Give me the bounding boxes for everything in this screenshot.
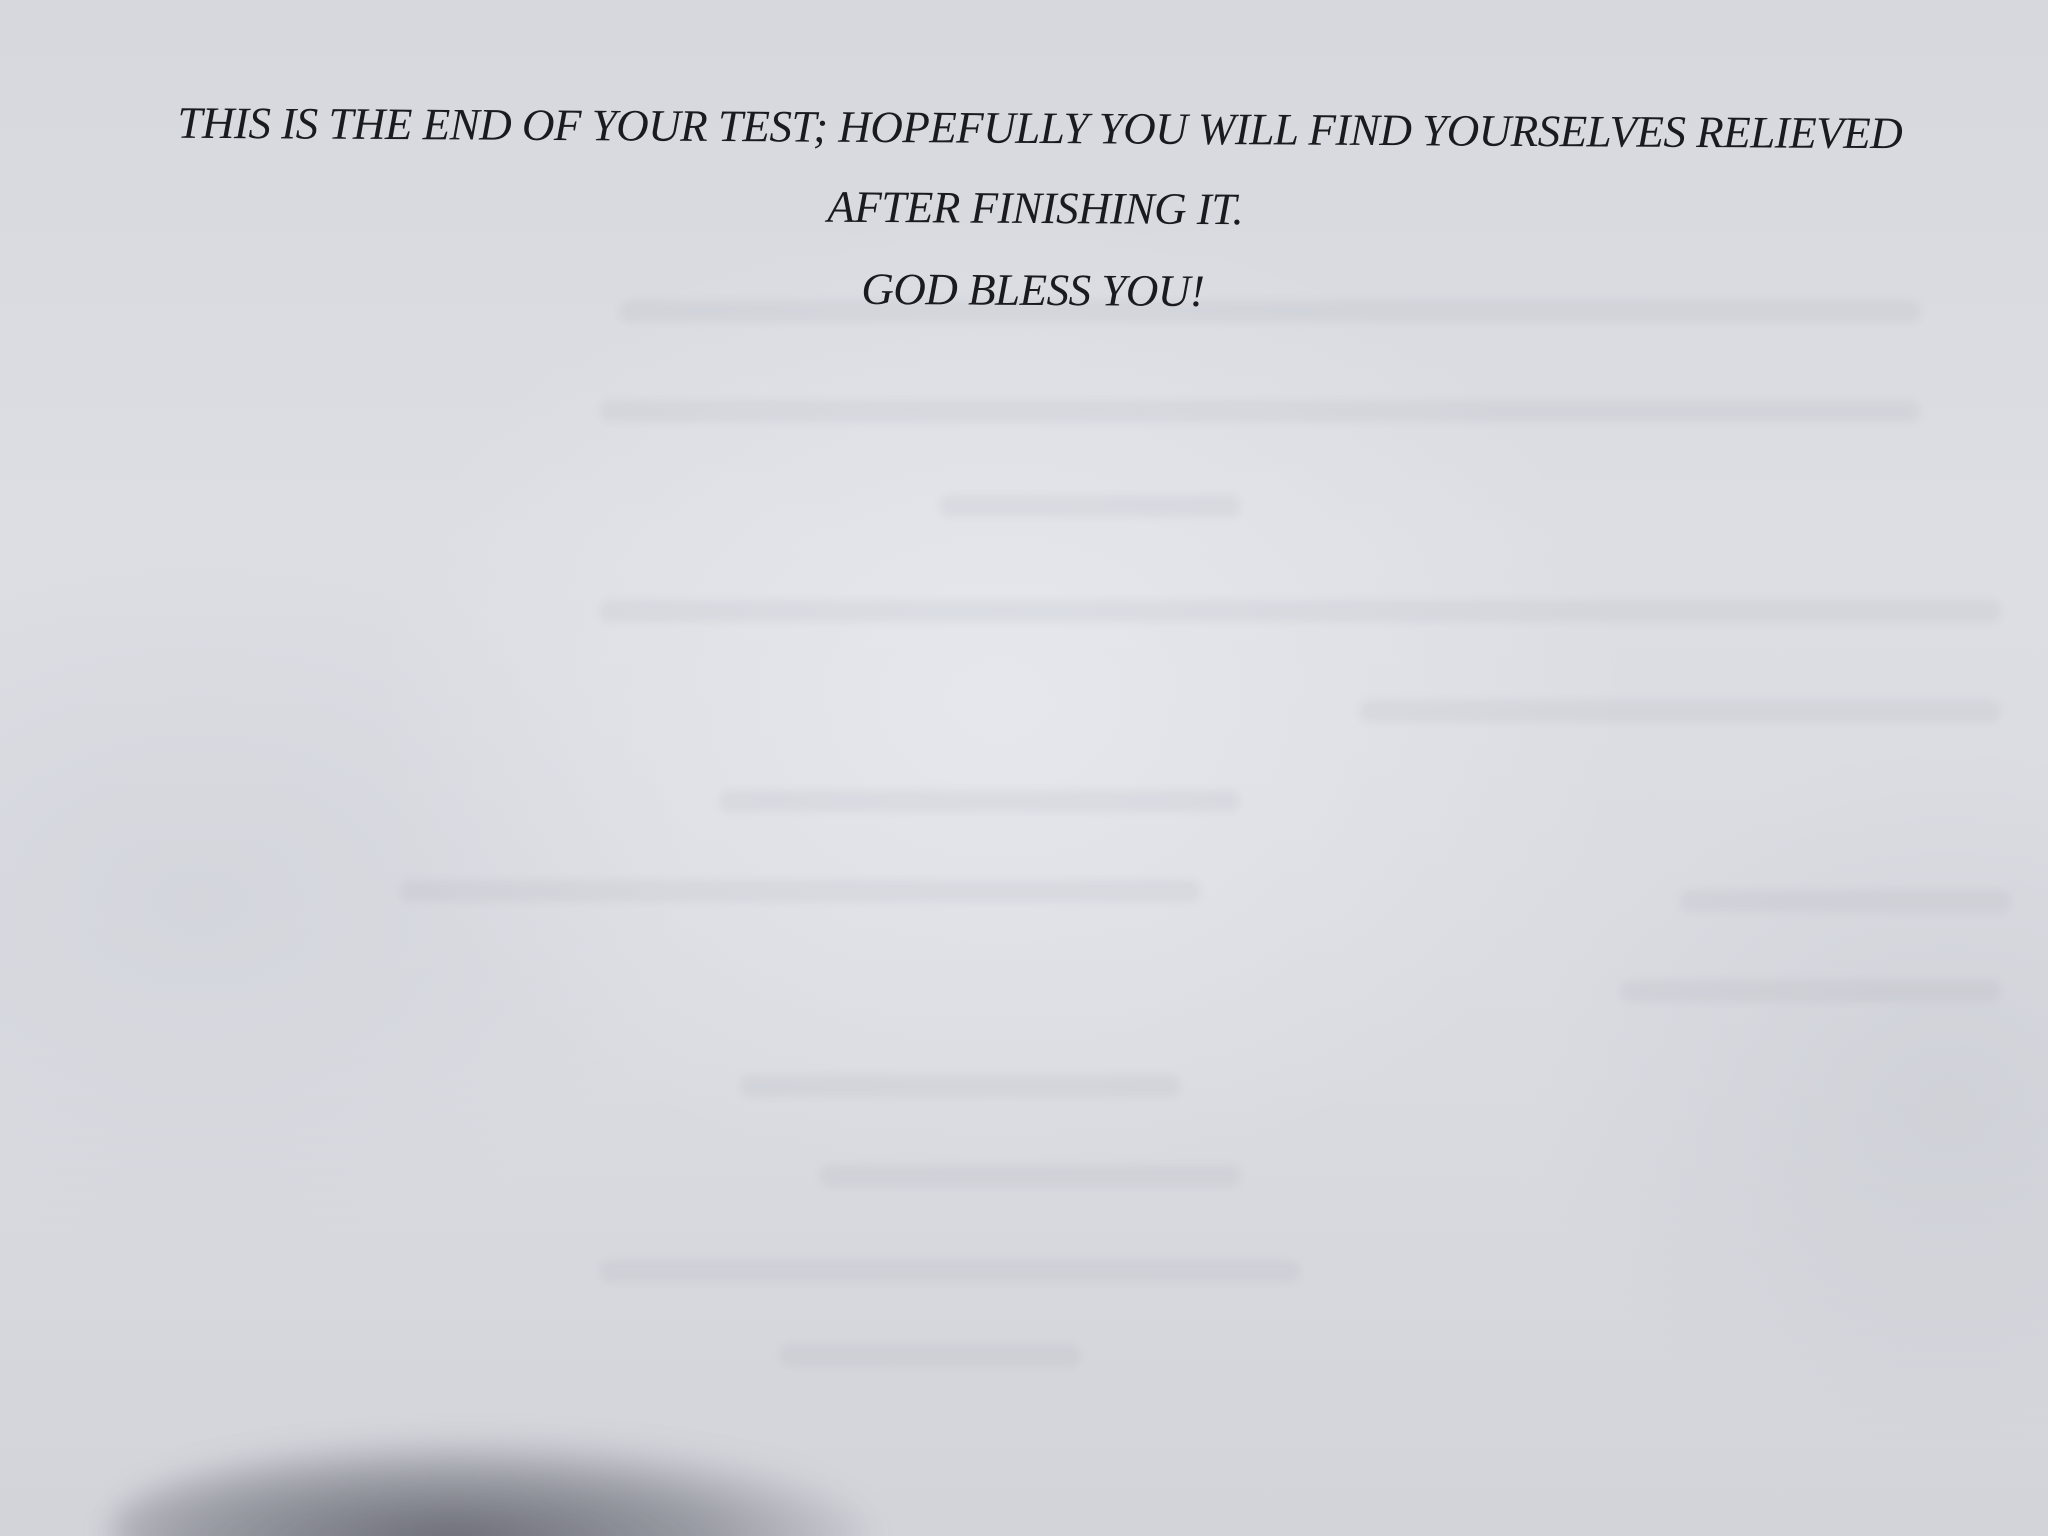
bleed-line [740, 1075, 1180, 1097]
bleed-line [720, 790, 1240, 812]
bleed-line [600, 1260, 1300, 1282]
bleed-line [600, 400, 1920, 422]
hand-shadow [110, 1440, 870, 1536]
closing-line-2: AFTER FINISHING IT. [827, 181, 1244, 235]
bleed-line [600, 600, 2000, 622]
bleed-line [400, 880, 1200, 902]
closing-message [59, 96, 2020, 322]
closing-line-3: GOD BLESS YOU! [861, 263, 1205, 316]
bleed-line [940, 495, 1240, 517]
bleed-line [1680, 890, 2010, 912]
bleed-line [1620, 980, 2000, 1002]
bleed-line [1360, 700, 2000, 722]
closing-line-1: THIS IS THE END OF YOUR TEST; HOPEFULLY YOU WILL FIND YOURSELVES RELIEVED [177, 97, 1903, 159]
bleed-line [820, 1165, 1240, 1187]
bleed-line [780, 1345, 1080, 1367]
